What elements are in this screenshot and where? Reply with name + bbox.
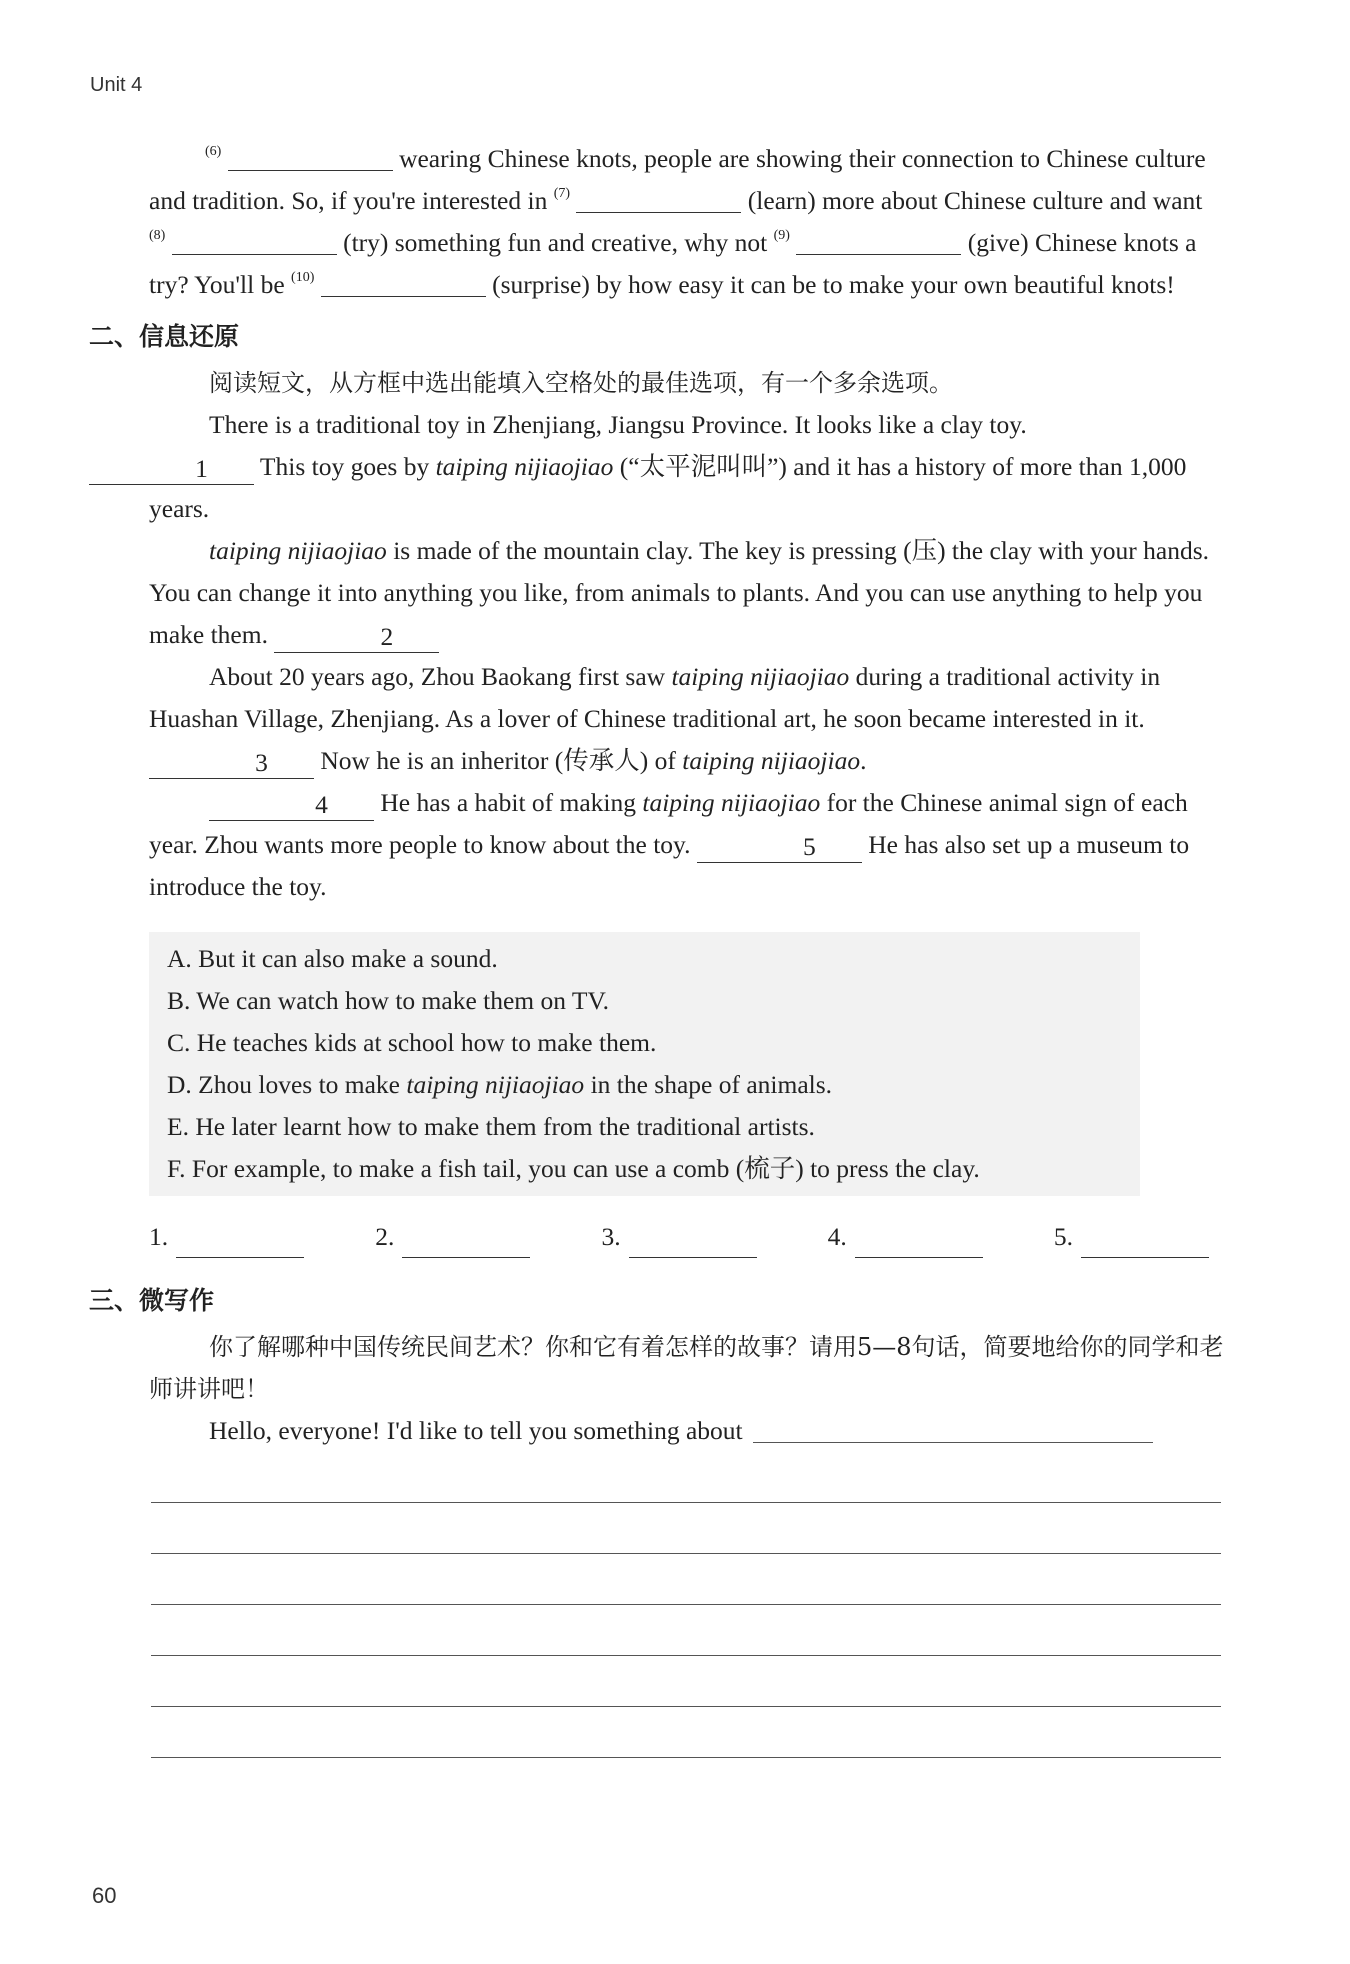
part1-text-4: (give) Chinese knots a try? You'll be — [149, 228, 1197, 299]
blank-number-6: (6) — [205, 144, 222, 159]
writing-line[interactable] — [151, 1656, 1221, 1707]
passage-text: He has also set up a museum to introduce the toy. — [149, 830, 1190, 901]
answer-row — [149, 1216, 1209, 1258]
part1-text-1: wearing Chinese knots, people are showing their connection to Chinese culture and tradition. So, if you're interested in — [149, 144, 1206, 215]
answer-line-5[interactable] — [1081, 1227, 1209, 1258]
writing-line-first[interactable] — [753, 1414, 1153, 1443]
section-3-instruction: 你了解哪种中国传统民间艺术？你和它有着怎样的故事？请用5—8句话，简要地给你的同学和老师讲讲吧！ — [149, 1333, 1224, 1403]
term-italic: taiping nijiaojiao — [682, 746, 861, 775]
part1-text-3: (try) something fun and creative, why not — [343, 228, 768, 257]
option-c: C. He teaches kids at school how to make them. — [167, 1028, 657, 1057]
part1-text-2: (learn) more about Chinese culture and want — [747, 186, 1203, 215]
term-italic: taiping nijiaojiao — [671, 662, 850, 691]
part1-paragraph — [149, 138, 1224, 306]
answer-blank-4[interactable]: 4 — [209, 790, 374, 821]
writing-starter — [149, 1410, 1224, 1452]
answer-label: 1. — [149, 1222, 169, 1251]
blank-10[interactable] — [321, 270, 486, 297]
term-italic: taiping nijiaojiao — [435, 452, 614, 481]
term-italic: taiping nijiaojiao — [642, 788, 821, 817]
passage-text: There is a traditional toy in Zhenjiang, Jiangsu Province. It looks like a clay toy. — [209, 410, 1027, 439]
page-number: 60 — [92, 1883, 117, 1908]
option-f: F. For example, to make a fish tail, you can use a comb (梳子) to press the clay. — [167, 1154, 980, 1183]
writing-line[interactable] — [151, 1452, 1221, 1503]
passage-text: (“太平泥叫叫”) and it has a history of more than 1,000 years. — [149, 452, 1187, 523]
answer-3 — [601, 1216, 756, 1258]
answer-blank-5[interactable]: 5 — [697, 832, 862, 863]
answer-label: 4. — [827, 1222, 847, 1251]
writing-line[interactable] — [151, 1605, 1221, 1656]
option-b: B. We can watch how to make them on TV. — [167, 986, 609, 1015]
options-box — [149, 932, 1140, 1196]
answer-blank-2[interactable]: 2 — [274, 622, 439, 653]
writing-line[interactable] — [151, 1503, 1221, 1554]
option-d-text: D. Zhou loves to make — [167, 1070, 400, 1099]
answer-5 — [1054, 1216, 1209, 1258]
blank-7[interactable] — [576, 186, 741, 213]
blank-number-8: (8) — [149, 228, 166, 243]
answer-4 — [828, 1216, 983, 1258]
blank-8[interactable] — [172, 228, 337, 255]
option-d-text: in the shape of animals. — [590, 1070, 833, 1099]
answer-label: 2. — [375, 1222, 395, 1251]
term-italic: taiping nijiaojiao — [209, 536, 387, 565]
section-2-instruction: 阅读短文，从方框中选出能填入空格处的最佳选项，有一个多余选项。 — [209, 369, 953, 397]
blank-number-7: (7) — [553, 186, 571, 201]
blank-9[interactable] — [796, 228, 961, 255]
passage-text: for the Chinese animal sign of each year. Zhou wants more people to know about the toy. — [149, 788, 1188, 859]
option-d — [167, 1064, 1122, 1106]
passage-paragraph-3: About 20 years ago, Zhou Baokang first saw taiping nijiaojiao during a traditional activity in Huashan Village, Zhenjiang. As a lover of Chinese traditional art, he soon became interested in it. 3 Now he is an inheritor (传承人) of taiping nijiaojiao. — [149, 662, 1161, 777]
option-a: A. But it can also make a sound. — [167, 944, 498, 973]
answer-label: 5. — [1053, 1222, 1073, 1251]
passage-text: Now he is an inheritor (传承人) of — [320, 746, 676, 775]
answer-line-3[interactable] — [629, 1227, 757, 1258]
passage-text: is made of the mountain clay. The key is pressing (压) the clay with your hands. You can change it into anything you like, from animals to plants. And you can use anything to help you make them. — [149, 536, 1210, 649]
answer-line-1[interactable] — [176, 1227, 304, 1258]
passage-paragraph-2 — [149, 530, 1224, 656]
blank-number-10: (10) — [291, 270, 315, 285]
answer-line-2[interactable] — [402, 1227, 530, 1258]
passage-text: This toy goes by — [259, 452, 430, 481]
unit-label: Unit 4 — [90, 74, 143, 96]
passage-text: during a traditional activity in Huashan Village, Zhenjiang. As a lover of Chinese traditional art, he soon became interested in it. — [149, 662, 1161, 733]
answer-line-4[interactable] — [855, 1227, 983, 1258]
answer-1 — [149, 1216, 304, 1258]
passage-paragraph-1 — [149, 404, 1224, 530]
option-e: E. He later learnt how to make them from the traditional artists. — [167, 1112, 815, 1141]
writing-line[interactable] — [151, 1554, 1221, 1605]
section-3-title: 三、微写作 — [89, 1286, 215, 1315]
part1-text-5: (surprise) by how easy it can be to make your own beautiful knots! — [492, 270, 1175, 299]
writing-line[interactable] — [151, 1707, 1221, 1758]
passage-text: He has a habit of making — [380, 788, 637, 817]
blank-6[interactable] — [228, 144, 393, 171]
answer-2 — [375, 1216, 530, 1258]
page-content — [89, 138, 1224, 1758]
answer-label: 3. — [601, 1222, 621, 1251]
section-2-title: 二、信息还原 — [89, 322, 240, 351]
passage-text: About 20 years ago, Zhou Baokang first saw — [209, 662, 666, 691]
passage-paragraph-4 — [149, 782, 1224, 908]
answer-blank-1[interactable]: 1 — [89, 454, 254, 485]
blank-number-9: (9) — [773, 228, 790, 243]
answer-blank-3[interactable]: 3 — [149, 748, 314, 779]
term-italic: taiping nijiaojiao — [406, 1070, 585, 1099]
starter-text: Hello, everyone! I'd like to tell you something about — [209, 1416, 743, 1445]
